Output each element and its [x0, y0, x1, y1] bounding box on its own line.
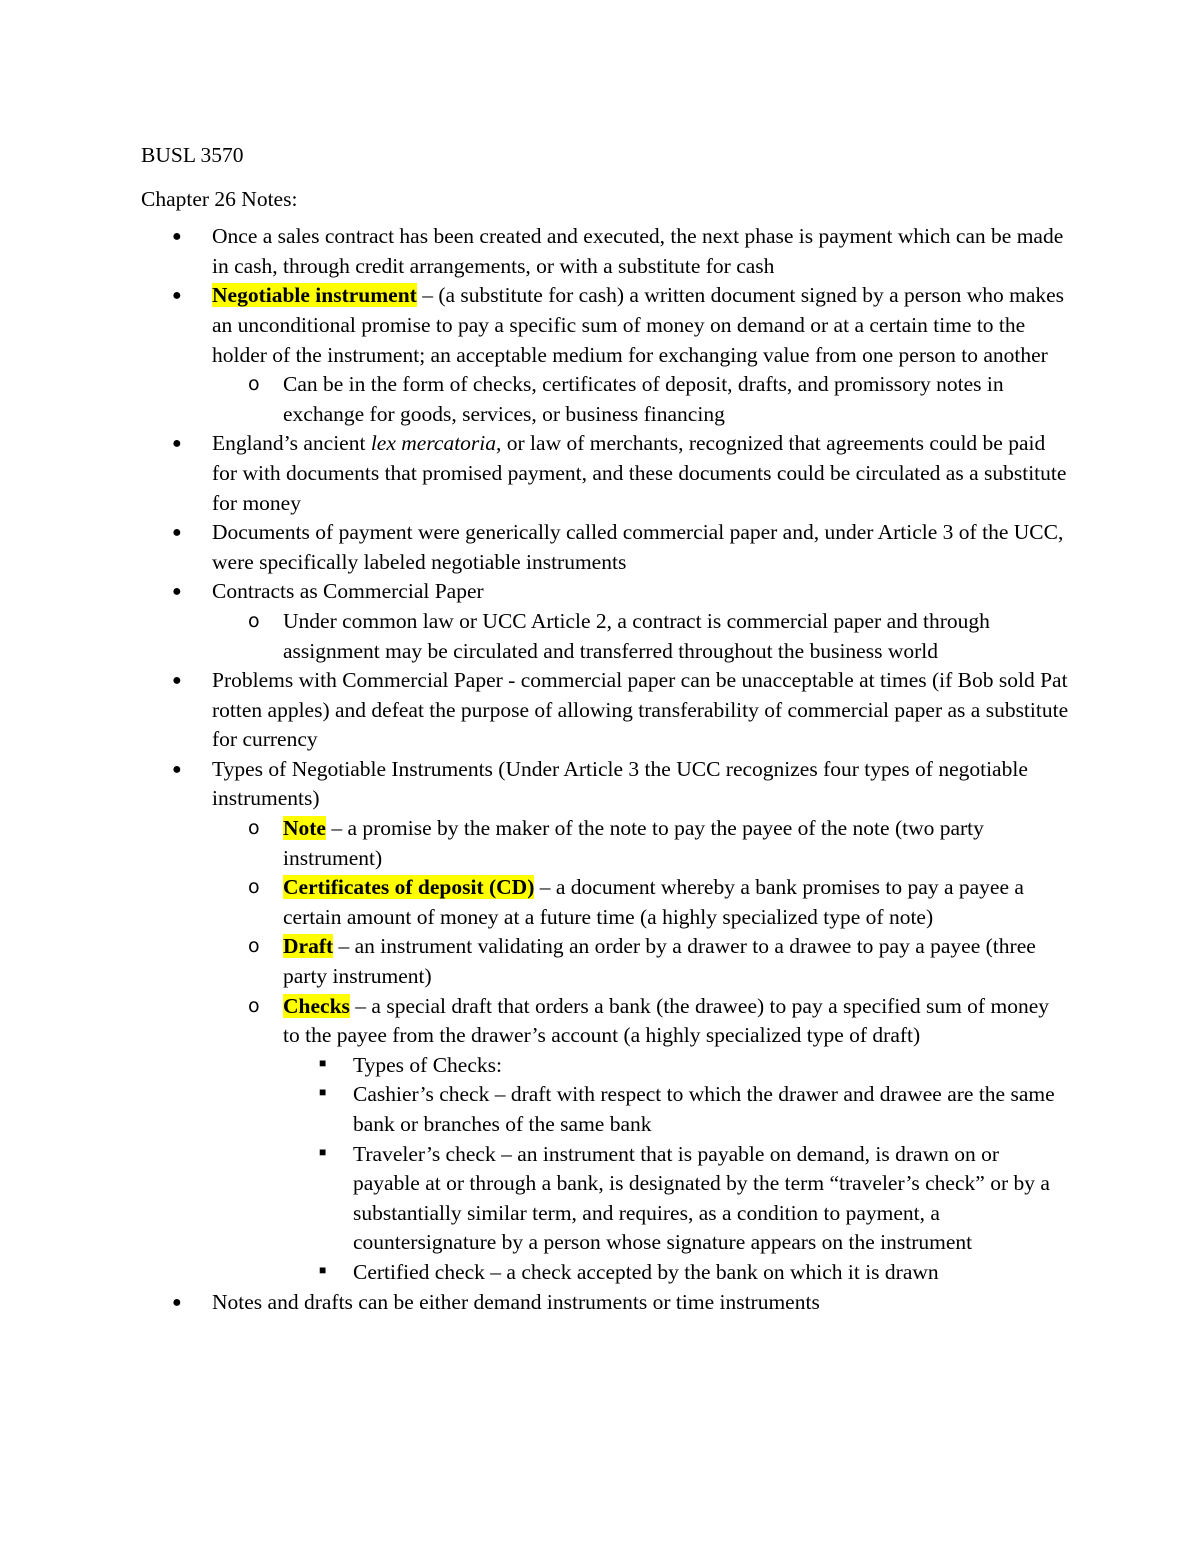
- sub-list-item-text: – a special draft that orders a bank (the drawee) to pay a specified sum of money to the payee from the drawer’s account (a highly specialized type of draft): [283, 993, 1049, 1048]
- list-item: [141, 577, 1071, 666]
- list-item-text: Problems with Commercial Paper - commercial paper can be unacceptable at times (if Bob sold Pat rotten apples) and defeat the purpose of allowing transferability of commercial paper as a substitute for currency: [212, 668, 1069, 752]
- sub-sub-list-item-text: Traveler’s check – an instrument that is payable on demand, is drawn on or payable at or through a bank, is designated by the term “traveler’s check” or by a substantially similar term, and requires, as a condition to payment, a countersignature by a person whose signature appears on the instrument: [353, 1141, 1050, 1255]
- sub-list: [141, 607, 1071, 666]
- notes-list: [141, 222, 1071, 1317]
- bullet-icon: ●: [172, 287, 182, 305]
- highlighted-term: Negotiable instrument: [212, 283, 417, 308]
- list-item-text: England’s ancient: [212, 431, 371, 456]
- list-item: [141, 666, 1071, 755]
- list-item-text: , or law of merchants, recognized that agreements could be paid for with documents that promised payment, and these documents could be circulated as a substitute for money: [212, 431, 1067, 515]
- circle-bullet-icon: o: [248, 994, 260, 1017]
- highlighted-term: Note: [283, 816, 326, 841]
- sub-sub-list-item-text: Cashier’s check – draft with respect to which the drawer and drawee are the same bank or branches of the same bank: [353, 1082, 1055, 1136]
- circle-bullet-icon: o: [248, 373, 260, 396]
- sub-list-item-text: – an instrument validating an order by a drawer to a drawee to pay a payee (three party instrument): [283, 934, 1036, 989]
- highlighted-term: Certificates of deposit (CD): [283, 875, 535, 900]
- sub-list-item-text: Under common law or UCC Article 2, a contract is commercial paper and through assignment may be circulated and transferred throughout the business world: [283, 608, 990, 663]
- highlighted-term: Checks: [283, 993, 350, 1018]
- square-bullet-icon: ■: [319, 1055, 327, 1070]
- bullet-icon: ●: [172, 1293, 182, 1311]
- sub-sub-list-item: [141, 1051, 1071, 1081]
- list-item-text: – (a substitute for cash) a written document signed by a person who makes an unconditional promise to pay a specific sum of money on demand or at a certain time to the holder of the instrument; an acceptable medium for exchanging value from one person to another: [212, 283, 1065, 367]
- sub-list-item: [141, 814, 1071, 873]
- circle-bullet-icon: o: [248, 935, 260, 958]
- chapter-heading: Chapter 26 Notes:: [141, 186, 298, 211]
- list-item-text: Notes and drafts can be either demand instruments or time instruments: [212, 1289, 820, 1314]
- sub-list: [141, 370, 1071, 429]
- sub-list-item: [141, 873, 1071, 932]
- sub-list-item: [141, 932, 1071, 991]
- circle-bullet-icon: o: [248, 609, 260, 632]
- square-bullet-icon: ■: [319, 1262, 327, 1277]
- sub-sub-list: [141, 1051, 1071, 1288]
- course-code: BUSL 3570: [141, 143, 244, 167]
- sub-sub-list-item-text: Certified check – a check accepted by the bank on which it is drawn: [353, 1259, 939, 1284]
- list-item: [141, 755, 1071, 1288]
- bullet-icon: ●: [172, 583, 182, 601]
- circle-bullet-icon: o: [248, 817, 260, 840]
- sub-list-item: [141, 607, 1071, 666]
- sub-list-item-text: Can be in the form of checks, certificates of deposit, drafts, and promissory notes in exchange for goods, services, or business financing: [283, 372, 1004, 426]
- sub-list: [141, 814, 1071, 1288]
- list-item-text: Types of Negotiable Instruments (Under Article 3 the UCC recognizes four types of negotiable instruments): [212, 756, 1028, 811]
- sub-sub-list-item-text: Types of Checks:: [353, 1052, 502, 1077]
- circle-bullet-icon: o: [248, 876, 260, 899]
- sub-list-item-text: – a document whereby a bank promises to pay a payee a certain amount of money at a future time (a highly specialized type of note): [283, 875, 1024, 929]
- list-item: [141, 429, 1071, 518]
- square-bullet-icon: ■: [319, 1085, 327, 1100]
- document-body: [141, 141, 1071, 1317]
- list-item-text: Documents of payment were generically called commercial paper and, under Article 3 of the UCC, were specifically labeled negotiable instruments: [212, 520, 1064, 574]
- sub-sub-list-item: [141, 1080, 1071, 1139]
- list-item: [141, 1288, 1071, 1318]
- list-item: [141, 222, 1071, 281]
- bullet-icon: ●: [172, 760, 182, 778]
- sub-sub-list-item: [141, 1140, 1071, 1258]
- list-item: [141, 281, 1071, 429]
- list-item-text: Once a sales contract has been created and executed, the next phase is payment which can be made in cash, through credit arrangements, or with a substitute for cash: [212, 224, 1064, 278]
- sub-sub-list-item: [141, 1258, 1071, 1288]
- bullet-icon: ●: [172, 435, 182, 453]
- square-bullet-icon: ■: [319, 1144, 327, 1159]
- highlighted-term: Draft: [283, 934, 334, 959]
- bullet-icon: ●: [172, 672, 182, 690]
- italic-term: lex mercatoria: [370, 431, 497, 456]
- sub-list-item-text: – a promise by the maker of the note to pay the payee of the note (two party instrument): [283, 816, 984, 870]
- list-item-text: Contracts as Commercial Paper: [212, 579, 484, 604]
- list-item: [141, 518, 1071, 577]
- bullet-icon: ●: [172, 228, 182, 246]
- bullet-icon: ●: [172, 524, 182, 542]
- sub-list-item: [141, 370, 1071, 429]
- sub-list-item: [141, 992, 1071, 1288]
